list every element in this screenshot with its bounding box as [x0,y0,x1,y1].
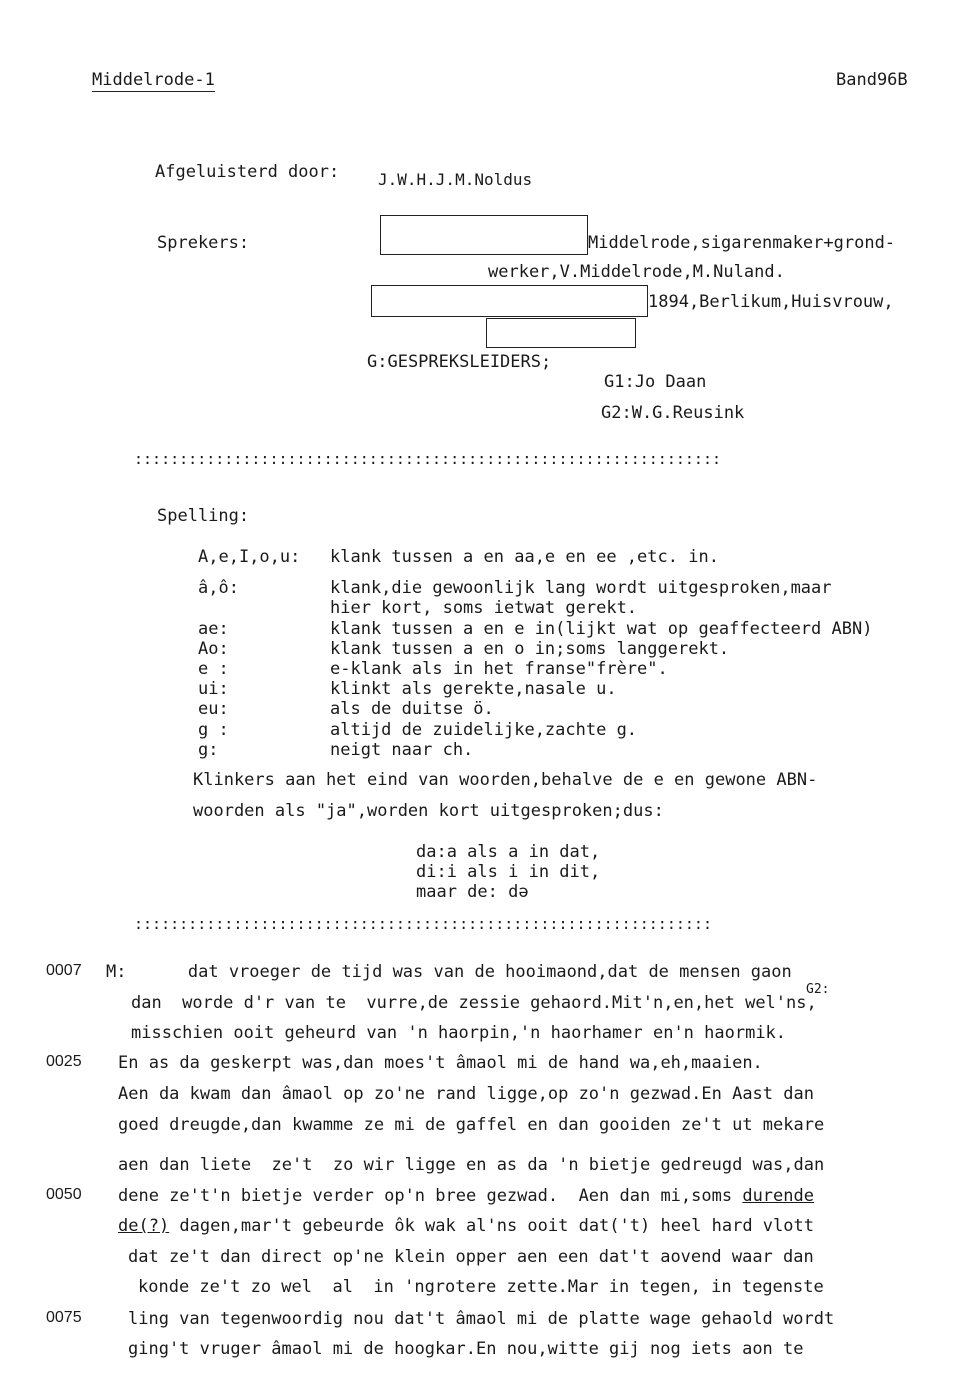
spelling-key: eu: [198,699,229,719]
spelling-value: altijd de zuidelijke,zachte g. [330,720,638,740]
separator-line: :::::::::::::::::::::::::::::::::::::::::::::::::::::::::::::::: [134,915,712,933]
example-line: maar de: də [416,882,529,902]
transcript-line [118,1186,814,1206]
spelling-key: ae: [198,619,229,639]
leader-2: G2:W.G.Reusink [601,403,745,423]
spelling-row [198,639,729,659]
transcript-line: konde ze't zo wel al in 'ngrotere zette.Mar in tegen, in tegenste [138,1277,824,1297]
transcript-line: En as da geskerpt was,dan moes't âmaol mi de hand wa,eh,maaien. [118,1053,763,1073]
document-id: Middelrode-1 [92,70,215,90]
spelling-value: hier kort, soms ietwat gerekt. [330,598,638,618]
transcript-line: ging't vruger âmaol mi de hoogkar.En nou,witte gij nog iets aon te [128,1339,804,1359]
spelling-value: e-klank als in het franse"frère". [330,659,668,679]
spelling-label: Spelling: [157,506,250,526]
tape-id: Band96B [836,70,908,90]
transcript-line: aen dan liete ze't zo wir ligge en as da 'n bietje gedreugd was,dan [118,1155,825,1175]
speakers-label: Sprekers: [157,233,250,253]
transcript-line: Aen da kwam dan âmaol op zo'ne rand ligge,op zo'n gezwad.En Aast dan [118,1084,814,1104]
transcript-line: goed dreugde,dan kwamme ze mi de gaffel en dan gooiden ze't ut mekare [118,1115,825,1135]
transcript-overstrike: G2: [806,982,830,997]
timecode: 0025 [46,1053,82,1070]
redaction-box [486,318,636,348]
spelling-key: Ao: [198,639,229,659]
transcript-line: dat ze't dan direct op'ne klein opper aen een dat't aovend waar dan [128,1247,814,1267]
spelling-row [198,619,872,639]
spelling-value: klank tussen a en e in(lijkt wat op geaffecteerd ABN) [330,619,873,639]
redaction-box [371,285,648,317]
leaders-label: G:GESPREKSLEIDERS; [367,352,552,372]
vowels-note-line-1: Klinkers aan het eind van woorden,behalve de e en gewone ABN- [193,770,818,790]
spelling-row [198,679,617,699]
spelling-row [198,740,473,760]
transcript-underlined-text: durende [742,1186,814,1206]
transcript-line [118,1216,814,1236]
spelling-row [198,720,637,740]
transcript-underlined-text: de(?) [118,1216,170,1236]
timecode: 0075 [46,1309,82,1326]
redaction-box [380,215,588,255]
spelling-row [198,547,719,567]
spelling-key: g: [198,740,219,760]
transcript-text: dene ze't'n bietje verder op'n bree gezwad. Aen dan mi,soms [118,1186,743,1206]
spelling-row [198,598,637,618]
spelling-value: als de duitse ö. [330,699,494,719]
spelling-value: klank,die gewoonlijk lang wordt uitgesproken,maar [330,578,832,598]
speaker-line-2: werker,V.Middelrode,M.Nuland. [488,262,785,282]
spelling-value: neigt naar ch. [330,740,474,760]
speaker-line-3: 1894,Berlikum,Huisvrouw, [648,292,894,312]
spelling-key: ui: [198,679,229,699]
timecode: 0007 [46,962,82,979]
spelling-key: e : [198,659,229,679]
spelling-row [198,578,832,598]
transcript-line: misschien ooit geheurd van 'n haorpin,'n haorhamer en'n haormik. [131,1023,787,1043]
leader-1: G1:Jo Daan [604,372,707,392]
spelling-key: A,e,I,o,u: [198,547,301,567]
speaker-line-1: Middelrode,sigarenmaker+grond- [588,233,896,253]
separator-line: ::::::::::::::::::::::::::::::::::::::::::::::::::::::::::::::::: [134,450,721,468]
spelling-row [198,699,494,719]
spelling-key: â,ô: [198,578,239,598]
transcript-line: ling van tegenwoordig nou dat't âmaol mi de platte wage gehaold wordt [128,1309,835,1329]
listened-label: Afgeluisterd door: [155,162,340,182]
timecode: 0050 [46,1186,82,1203]
spelling-value: klank tussen a en aa,e en ee ,etc. in. [330,547,719,567]
example-line: di:i als i in dit, [416,862,601,882]
spelling-row [198,659,668,679]
transcript-line: dan worde d'r van te vurre,de zessie gehaord.Mit'n,en,het wel'ns, [131,993,817,1013]
transcript-text: dagen,mar't gebeurde ôk wak al'ns ooit dat('t) heel hard vlott [169,1216,814,1236]
transcript-line: M: dat vroeger de tijd was van de hooimaond,dat de mensen gaon [106,962,792,982]
spelling-value: klank tussen a en o in;soms langgerekt. [330,639,730,659]
listened-value: J.W.H.J.M.Noldus [378,170,533,189]
example-line: da:a als a in dat, [416,842,601,862]
vowels-note-line-2: woorden als "ja",worden kort uitgesproken;dus: [193,801,664,821]
spelling-value: klinkt als gerekte,nasale u. [330,679,617,699]
spelling-key: g : [198,720,229,740]
